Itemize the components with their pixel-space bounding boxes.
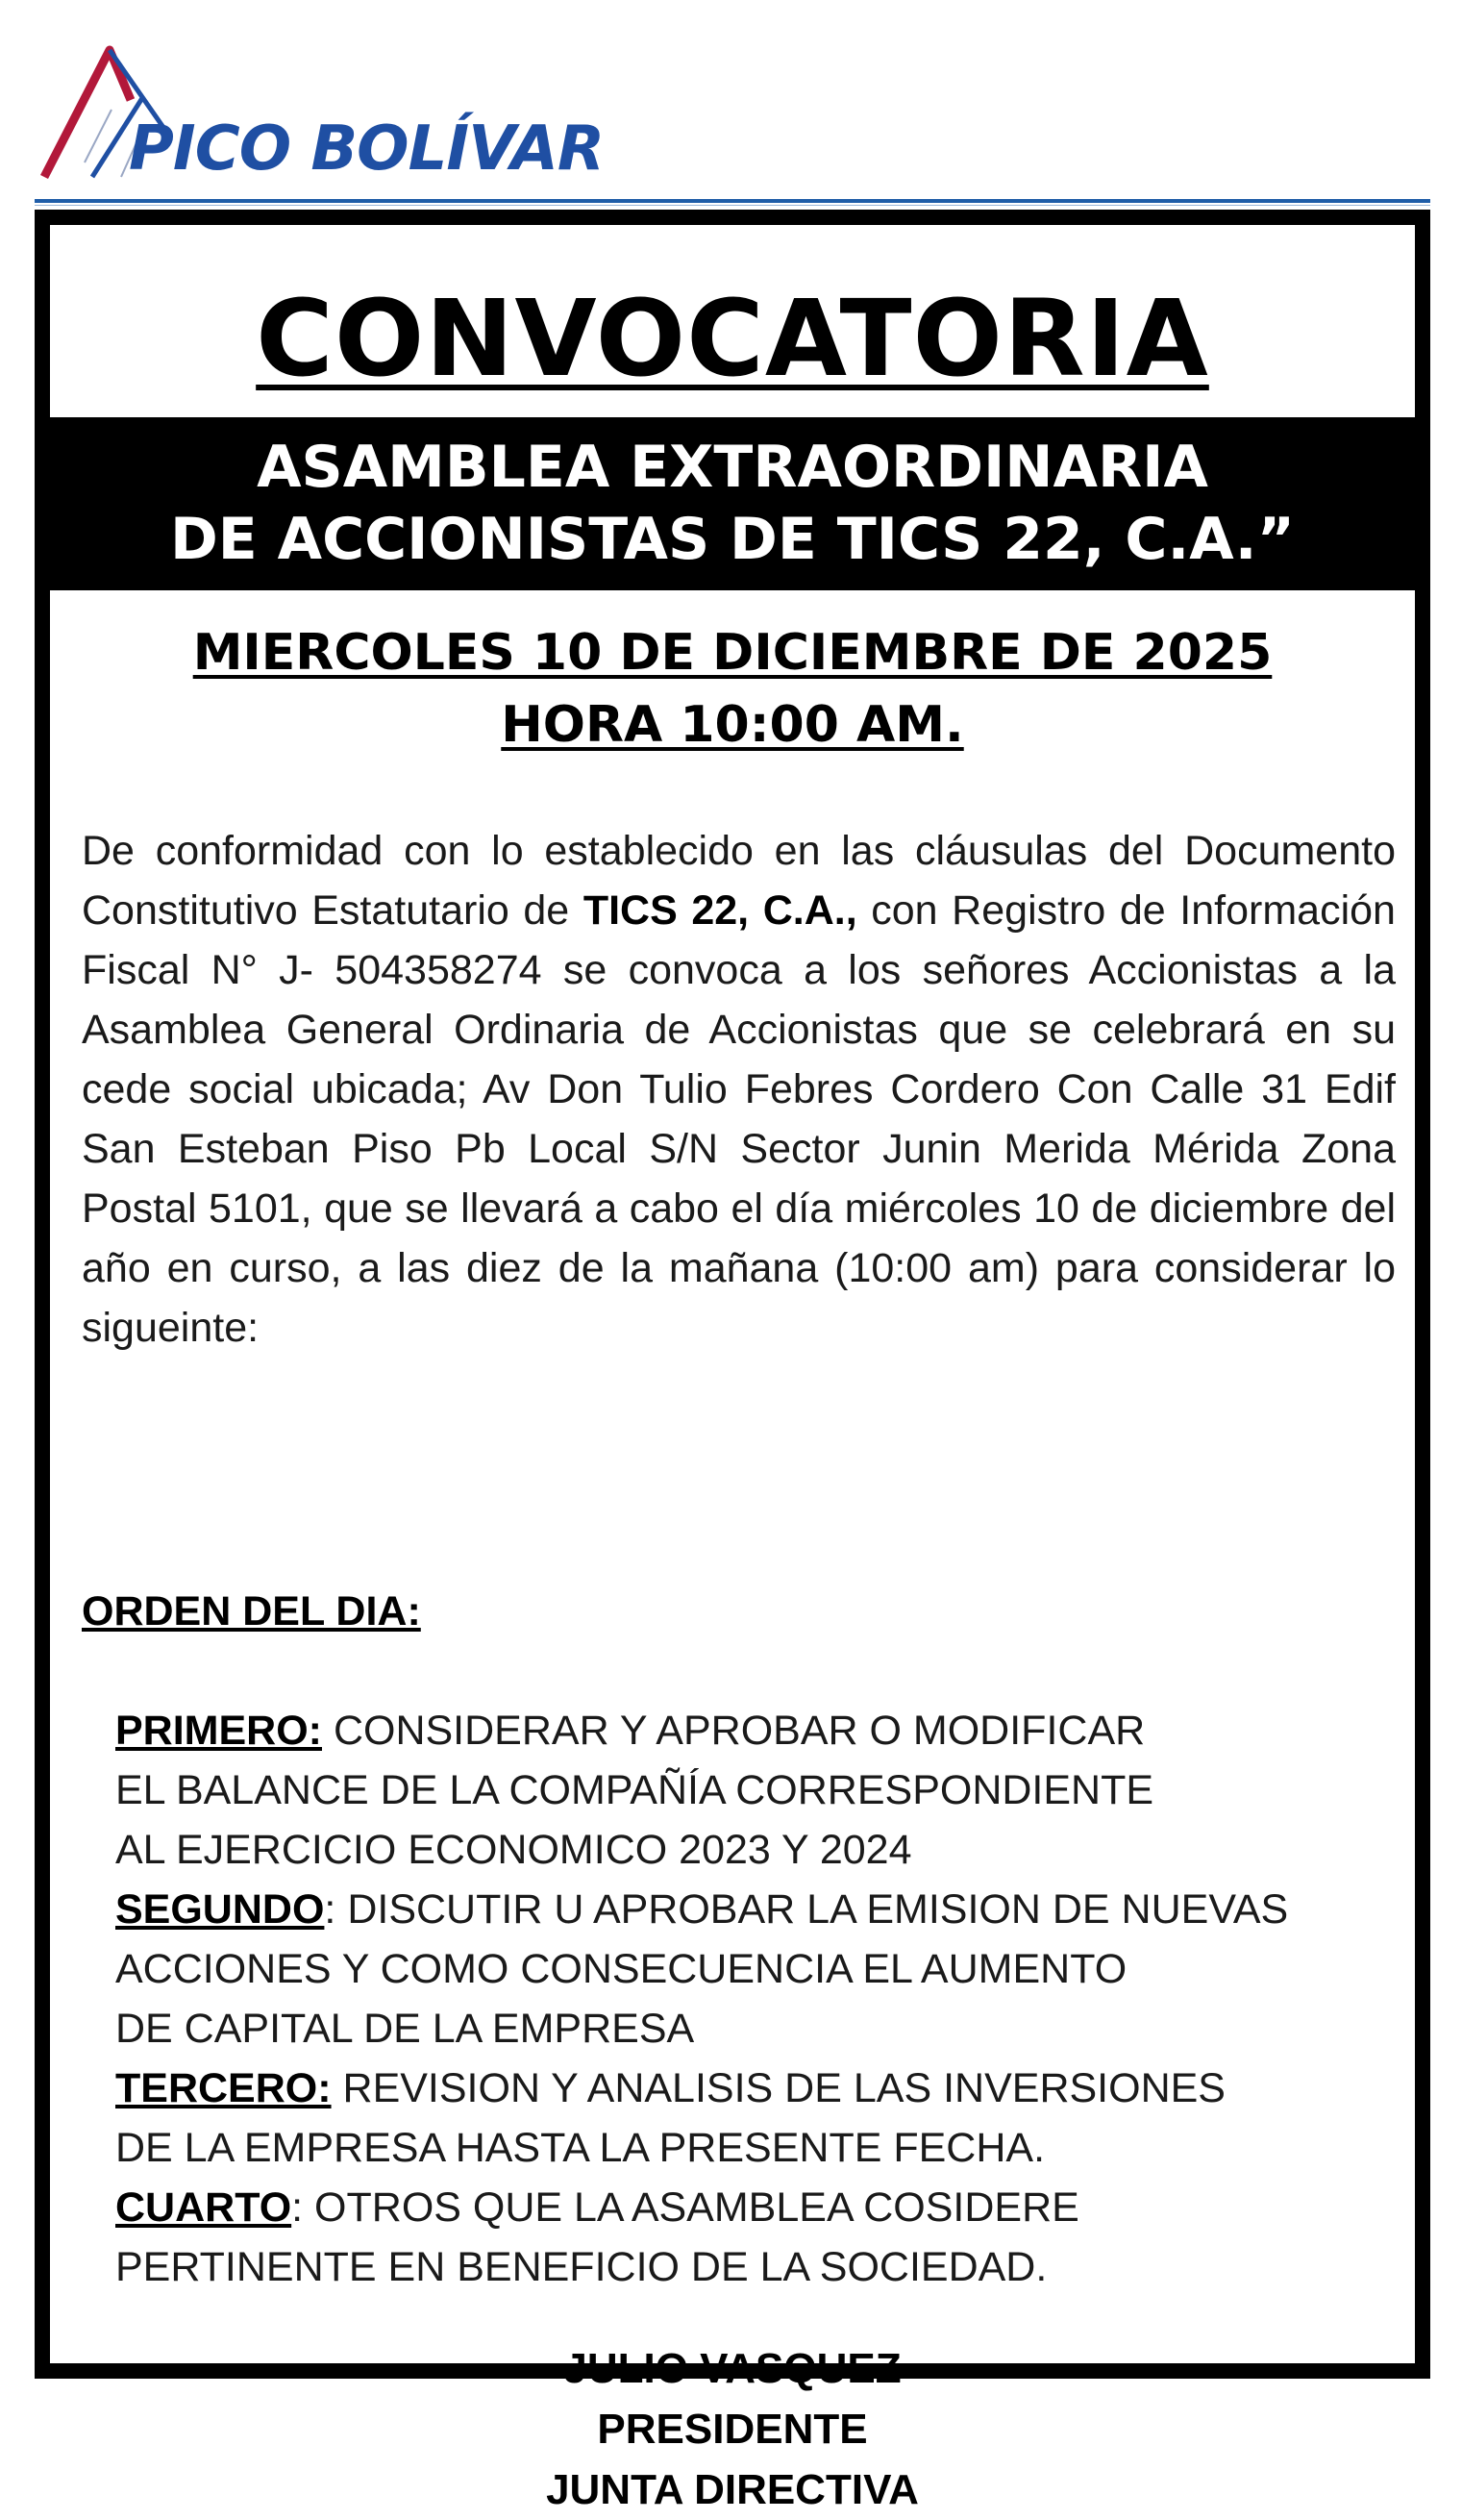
agenda-text: PERTINENTE EN BENEFICIO DE LA SOCIEDAD.: [115, 2244, 1048, 2290]
body-text-part-2: con Registro de Información Fiscal N° J- 504358274 se convoca a los señores Accionistas a la Asamblea General Ordinaria de Accionistas que se celebrará en su cede social ubicada; Av Don Tulio Febres Cordero Con Calle 31 Edif San Esteban Piso Pb Local S/N Sector Junin Merida Mérida Zona Postal 5101, que se llevará a cabo el día miércoles 10 de diciembre del año en curso, a las diez de la mañana (10:00 am) para considerar lo sigueinte:: [82, 887, 1396, 1351]
signatory-org: JUNTA DIRECTIVA: [546, 2466, 919, 2513]
signatory-role: PRESIDENTE: [597, 2406, 868, 2453]
agenda-text: ACCIONES Y COMO CONSECUENCIA EL AUMENTO: [115, 1946, 1127, 1992]
agenda-text: : OTROS QUE LA ASAMBLEA COSIDERE: [291, 2184, 1079, 2231]
agenda-text: EL BALANCE DE LA COMPAÑÍA CORRESPONDIENTE: [115, 1767, 1154, 1813]
time-text: HORA 10:00 AM.: [501, 696, 964, 755]
signatory-name: JULIO VASQUEZ: [563, 2345, 902, 2392]
title-text: CONVOCATORIA: [256, 277, 1209, 400]
agenda-title: ORDEN DEL DIA:: [82, 1588, 421, 1634]
banner-line-2: DE ACCIONISTAS DE TICS 22, C.A.”: [169, 506, 1296, 573]
agenda-text: DE LA EMPRESA HASTA LA PRESENTE FECHA.: [115, 2125, 1046, 2171]
time-line: [50, 689, 1415, 761]
banner-line-1: ASAMBLEA EXTRAORDINARIA: [257, 434, 1208, 501]
meeting-date: [50, 617, 1415, 762]
agenda-item-tercero: [115, 2058, 1396, 2178]
header-rule: [35, 199, 1430, 203]
agenda-text: CONSIDERAR Y APROBAR O MODIFICAR: [322, 1708, 1146, 1754]
pico-bolivar-logo: [35, 42, 605, 187]
agenda-label: PRIMERO:: [115, 1708, 322, 1754]
notice-content: [50, 225, 1415, 2513]
agenda-text: DE CAPITAL DE LA EMPRESA: [115, 2006, 695, 2052]
agenda-label: CUARTO: [115, 2184, 292, 2231]
agenda-item-cuarto: [115, 2178, 1396, 2297]
logo-wordmark: PICO BOLÍVAR: [129, 113, 605, 185]
agenda-item-primero: [115, 1701, 1396, 1880]
header-rule-thin: [35, 205, 1430, 206]
agenda-text: : DISCUTIR U APROBAR LA EMISION DE NUEVAS: [324, 1886, 1289, 1933]
assembly-banner: [50, 417, 1415, 590]
mountain-logo-icon: [35, 42, 605, 187]
agenda-text: AL EJERCICIO ECONOMICO 2023 Y 2024: [115, 1827, 912, 1873]
body-text-part-1: De conformidad con lo establecido en las cláusulas del Documento Constitutivo Estatutario de: [82, 828, 1396, 934]
agenda-label: TERCERO:: [115, 2065, 332, 2111]
signature-block: [50, 2338, 1415, 2520]
agenda-label: SEGUNDO: [115, 1886, 325, 1933]
notice-title: [50, 275, 1415, 402]
date-text: MIERCOLES 10 DE DICIEMBRE DE 2025: [192, 624, 1273, 682]
agenda-list: [115, 1701, 1396, 2297]
agenda-text: REVISION Y ANALISIS DE LAS INVERSIONES: [331, 2065, 1226, 2111]
body-paragraph: [82, 821, 1396, 1358]
company-name: TICS 22, C.A.,: [582, 887, 857, 934]
notice-frame: [35, 210, 1430, 2513]
date-line: [50, 617, 1415, 689]
agenda-item-segundo: [115, 1880, 1396, 2058]
